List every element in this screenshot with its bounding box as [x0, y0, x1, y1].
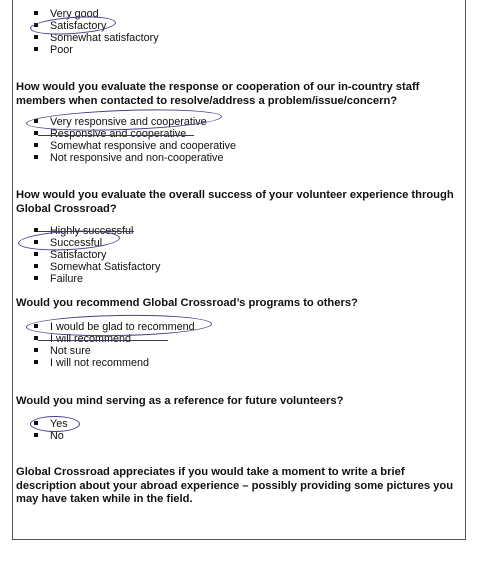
question-reference: Would you mind serving as a reference for future volunteers? [16, 395, 344, 407]
option-very-responsive[interactable] [34, 116, 207, 128]
bullet-icon [34, 433, 38, 437]
option-failure[interactable] [34, 273, 83, 285]
bullet-icon [34, 155, 38, 159]
option-label: Failure [50, 273, 84, 285]
option-will-recommend[interactable] [34, 333, 131, 345]
option-label: I will not recommend [50, 357, 150, 369]
option-somewhat-responsive[interactable] [34, 140, 236, 152]
option-not-responsive[interactable] [34, 152, 223, 164]
bullet-icon [34, 35, 38, 39]
question-recommend: Would you recommend Global Crossroad’s programs to others? [16, 297, 358, 309]
bullet-icon [34, 131, 38, 135]
option-yes[interactable] [34, 418, 68, 430]
bullet-icon [34, 276, 38, 280]
bullet-icon [34, 143, 38, 147]
option-label: Somewhat satisfactory [50, 32, 159, 44]
option-glad-to-recommend[interactable] [34, 321, 195, 333]
option-label: Somewhat Satisfactory [50, 261, 161, 273]
option-not-sure[interactable] [34, 345, 91, 357]
bullet-icon [34, 47, 38, 51]
option-label: I would be glad to recommend [50, 321, 195, 333]
option-label: Highly successful [50, 225, 134, 237]
option-poor[interactable] [34, 44, 73, 56]
option-satisfactory[interactable] [34, 20, 106, 32]
bullet-icon [34, 264, 38, 268]
option-label: Very good [50, 8, 99, 20]
option-somewhat-satisfactory[interactable] [34, 32, 159, 44]
option-will-not-recommend[interactable] [34, 357, 149, 369]
option-satisfactory-2[interactable] [34, 249, 106, 261]
option-no[interactable] [34, 430, 64, 442]
option-label: Yes [50, 418, 68, 430]
question-staff-response: How would you evaluate the response or cooperation of our in-country staff members when contacted to resolve/address a problem/issue/concern? [16, 81, 420, 107]
bullet-icon [34, 360, 38, 364]
bullet-icon [34, 336, 38, 340]
option-label: Successful [50, 237, 103, 249]
option-label: I will recommend [50, 333, 131, 345]
bullet-icon [34, 119, 38, 123]
option-label: Very responsive and cooperative [50, 116, 207, 128]
option-label: Responsive and cooperative [50, 128, 187, 140]
bullet-icon [34, 348, 38, 352]
bullet-icon [34, 421, 38, 425]
option-label: Not sure [50, 345, 91, 357]
option-label: Not responsive and non-cooperative [50, 152, 224, 164]
option-highly-successful[interactable] [34, 225, 133, 237]
question-overall-success: How would you evaluate the overall success of your volunteer experience through Global Crossroad? [16, 189, 454, 215]
option-successful[interactable] [34, 237, 102, 249]
option-label: No [50, 430, 64, 442]
bullet-icon [34, 252, 38, 256]
option-label: Somewhat responsive and cooperative [50, 140, 237, 152]
bullet-icon [34, 228, 38, 232]
bullet-icon [34, 11, 38, 15]
option-responsive[interactable] [34, 128, 186, 140]
option-very-good[interactable] [34, 8, 99, 20]
closing-paragraph: Global Crossroad appreciates if you would take a moment to write a brief description about your abroad experience – possibly providing some pictures you may have taken while in the field. [16, 466, 454, 505]
option-label: Satisfactory [50, 249, 107, 261]
option-label: Satisfactory [50, 20, 107, 32]
bullet-icon [34, 240, 38, 244]
bullet-icon [34, 324, 38, 328]
option-label: Poor [50, 44, 73, 56]
bullet-icon [34, 23, 38, 27]
option-somewhat-satisfactory-2[interactable] [34, 261, 160, 273]
